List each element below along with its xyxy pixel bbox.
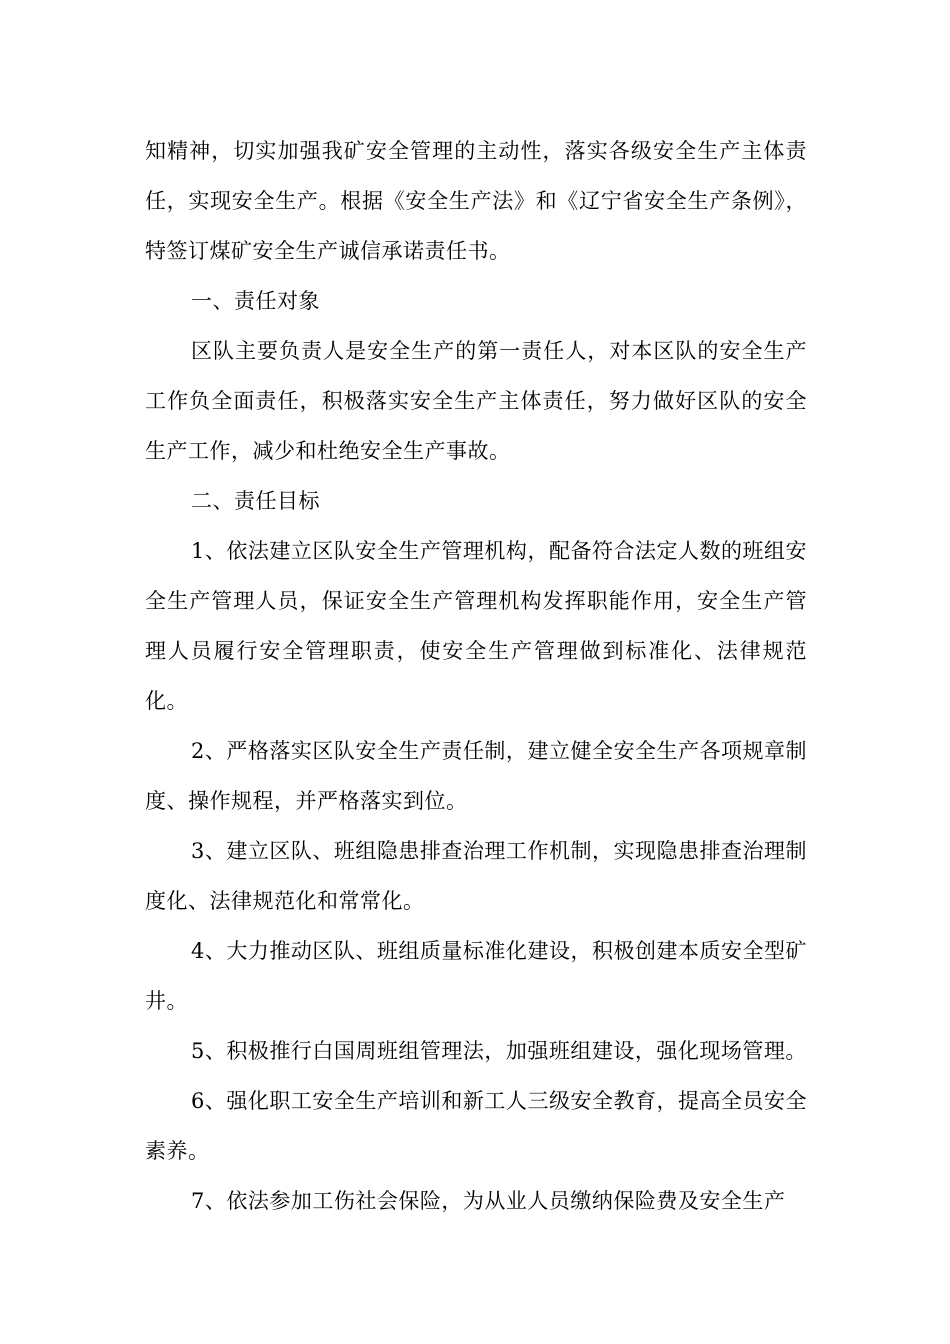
list-item-goal-4: 4、大力推动区队、班组质量标准化建设，积极创建本质安全型矿井。 bbox=[145, 939, 807, 1013]
list-item-goal-2: 2、严格落实区队安全生产责任制，建立健全安全生产各项规章制度、操作规程，并严格落实到位。 bbox=[145, 739, 807, 813]
list-item-goal-6: 6、强化职工安全生产培训和新工人三级安全教育，提高全员安全素养。 bbox=[145, 1089, 807, 1163]
list-item-goal-3: 3、建立区队、班组隐患排查治理工作机制，实现隐患排查治理制度化、法律规范化和常常化。 bbox=[145, 839, 807, 913]
paragraph-responsibility-object: 区队主要负责人是安全生产的第一责任人，对本区队的安全生产工作负全面责任，积极落实安全生产主体责任，努力做好区队的安全生产工作，减少和杜绝安全生产事故。 bbox=[145, 339, 807, 463]
list-item-goal-7: 7、依法参加工伤社会保险，为从业人员缴纳保险费及安全生产 bbox=[191, 1189, 786, 1213]
document-body bbox=[145, 126, 807, 1226]
paragraph-intro-continuation: 知精神，切实加强我矿安全管理的主动性，落实各级安全生产主体责任，实现安全生产。根据《安全生产法》和《辽宁省安全生产条例》，特签订煤矿安全生产诚信承诺责任书。 bbox=[145, 139, 807, 263]
section-heading-responsibility-goals: 二、责任目标 bbox=[191, 489, 320, 513]
section-heading-responsibility-object: 一、责任对象 bbox=[191, 289, 320, 313]
list-item-goal-1: 1、依法建立区队安全生产管理机构，配备符合法定人数的班组安全生产管理人员，保证安全生产管理机构发挥职能作用，安全生产管理人员履行安全管理职责，使安全生产管理做到标准化、法律规范化。 bbox=[145, 539, 807, 713]
list-item-goal-5: 5、积极推行白国周班组管理法，加强班组建设，强化现场管理。 bbox=[191, 1039, 807, 1063]
